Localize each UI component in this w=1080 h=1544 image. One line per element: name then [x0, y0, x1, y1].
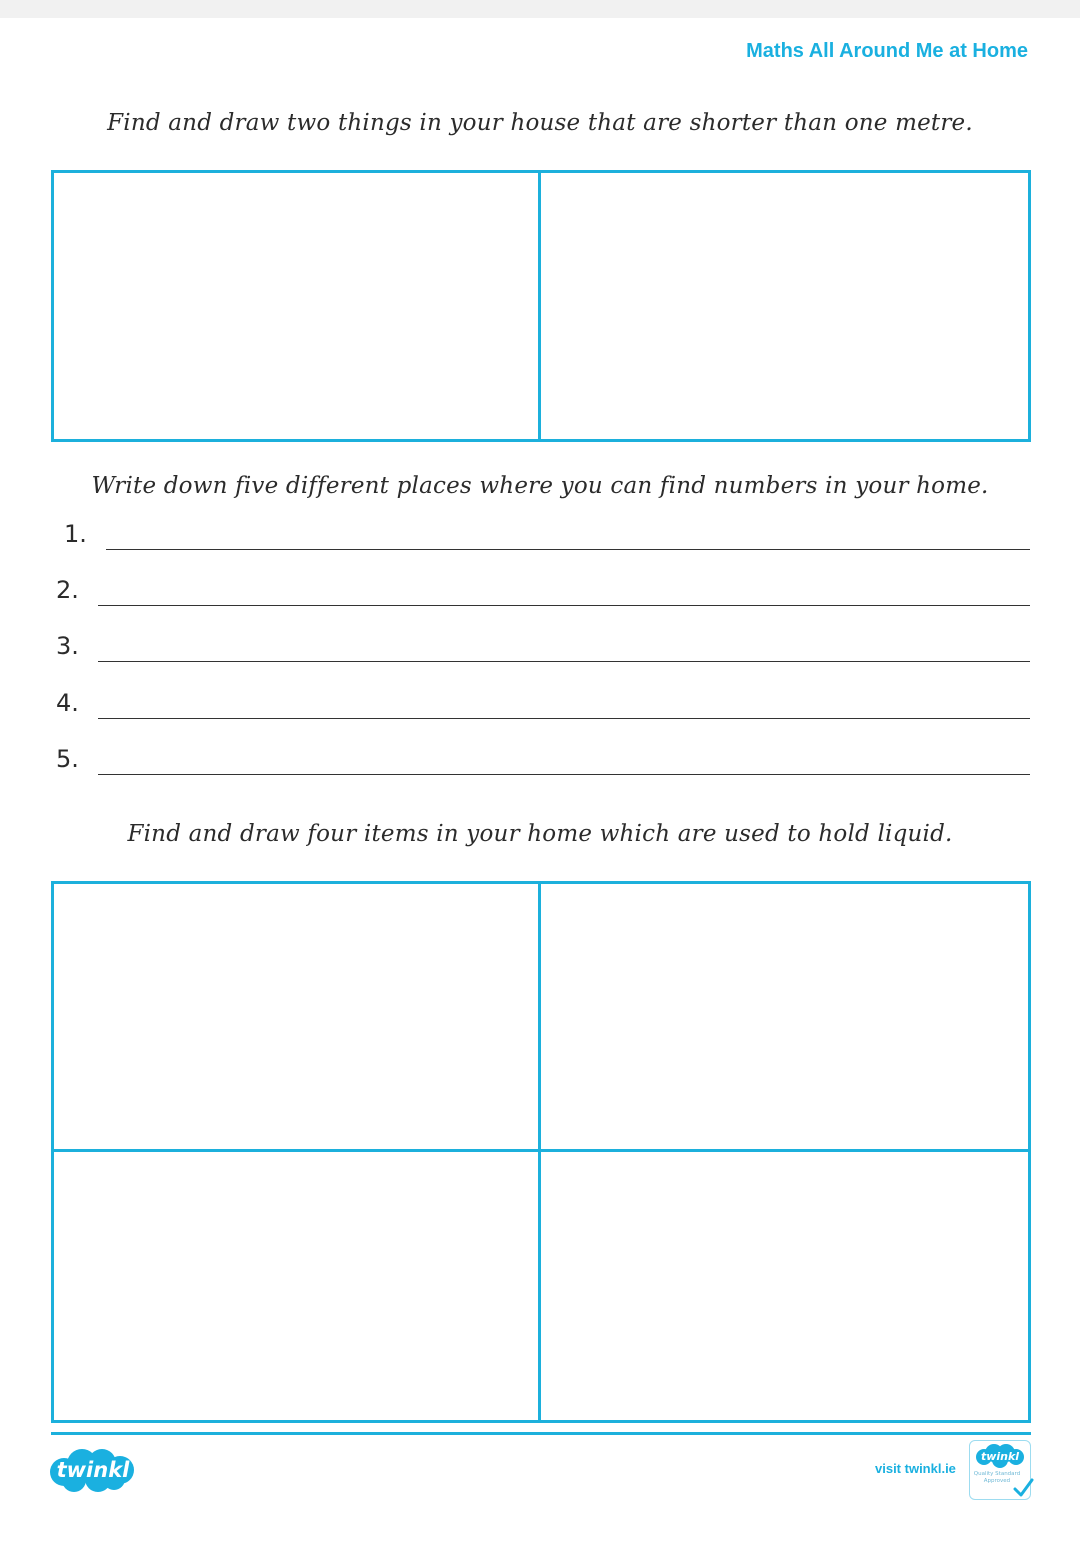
- visit-twinkl-link[interactable]: visit twinkl.ie: [875, 1461, 956, 1476]
- answer-rule: [98, 661, 1030, 662]
- drawing-box[interactable]: [541, 173, 1028, 439]
- answer-rule: [98, 718, 1030, 719]
- answer-rule: [106, 549, 1030, 550]
- answer-rule: [98, 605, 1030, 606]
- drawing-box[interactable]: [54, 173, 541, 439]
- answer-number: 5.: [56, 745, 79, 773]
- logo-text: twinkl: [56, 1458, 130, 1482]
- answer-line-4[interactable]: [56, 689, 1030, 721]
- instruction-shorter-than-metre: Find and draw two things in your house that are shorter than one metre.: [107, 110, 973, 136]
- answer-number: 3.: [56, 632, 79, 660]
- twinkl-logo[interactable]: [48, 1446, 138, 1494]
- badge-logo-text: twinkl: [980, 1449, 1020, 1463]
- badge-caption: Quality Standard Approved: [973, 1471, 1021, 1484]
- answer-line-2[interactable]: [56, 576, 1030, 608]
- footer-divider: [51, 1432, 1031, 1435]
- answer-line-3[interactable]: [56, 632, 1030, 664]
- page-title: Maths All Around Me at Home: [746, 40, 1028, 62]
- drawing-box[interactable]: [54, 1152, 541, 1420]
- answer-number: 4.: [56, 689, 79, 717]
- top-strip: [0, 0, 1080, 18]
- drawing-grid-hold-liquid: [51, 881, 1031, 1423]
- drawing-box[interactable]: [541, 884, 1028, 1152]
- answer-rule: [98, 774, 1030, 775]
- drawing-box[interactable]: [541, 1152, 1028, 1420]
- answer-line-5[interactable]: [56, 745, 1030, 777]
- instruction-numbers-at-home: Write down five different places where you can find numbers in your home.: [91, 473, 989, 499]
- drawing-grid-shorter-than-metre: [51, 170, 1031, 442]
- quality-badge: [969, 1440, 1031, 1500]
- drawing-box[interactable]: [54, 884, 541, 1152]
- checkmark-icon: [1012, 1477, 1034, 1499]
- answer-number: 2.: [56, 576, 79, 604]
- answer-line-1[interactable]: [64, 520, 1030, 552]
- instruction-hold-liquid: Find and draw four items in your home which are used to hold liquid.: [127, 821, 953, 847]
- answer-number: 1.: [64, 520, 87, 548]
